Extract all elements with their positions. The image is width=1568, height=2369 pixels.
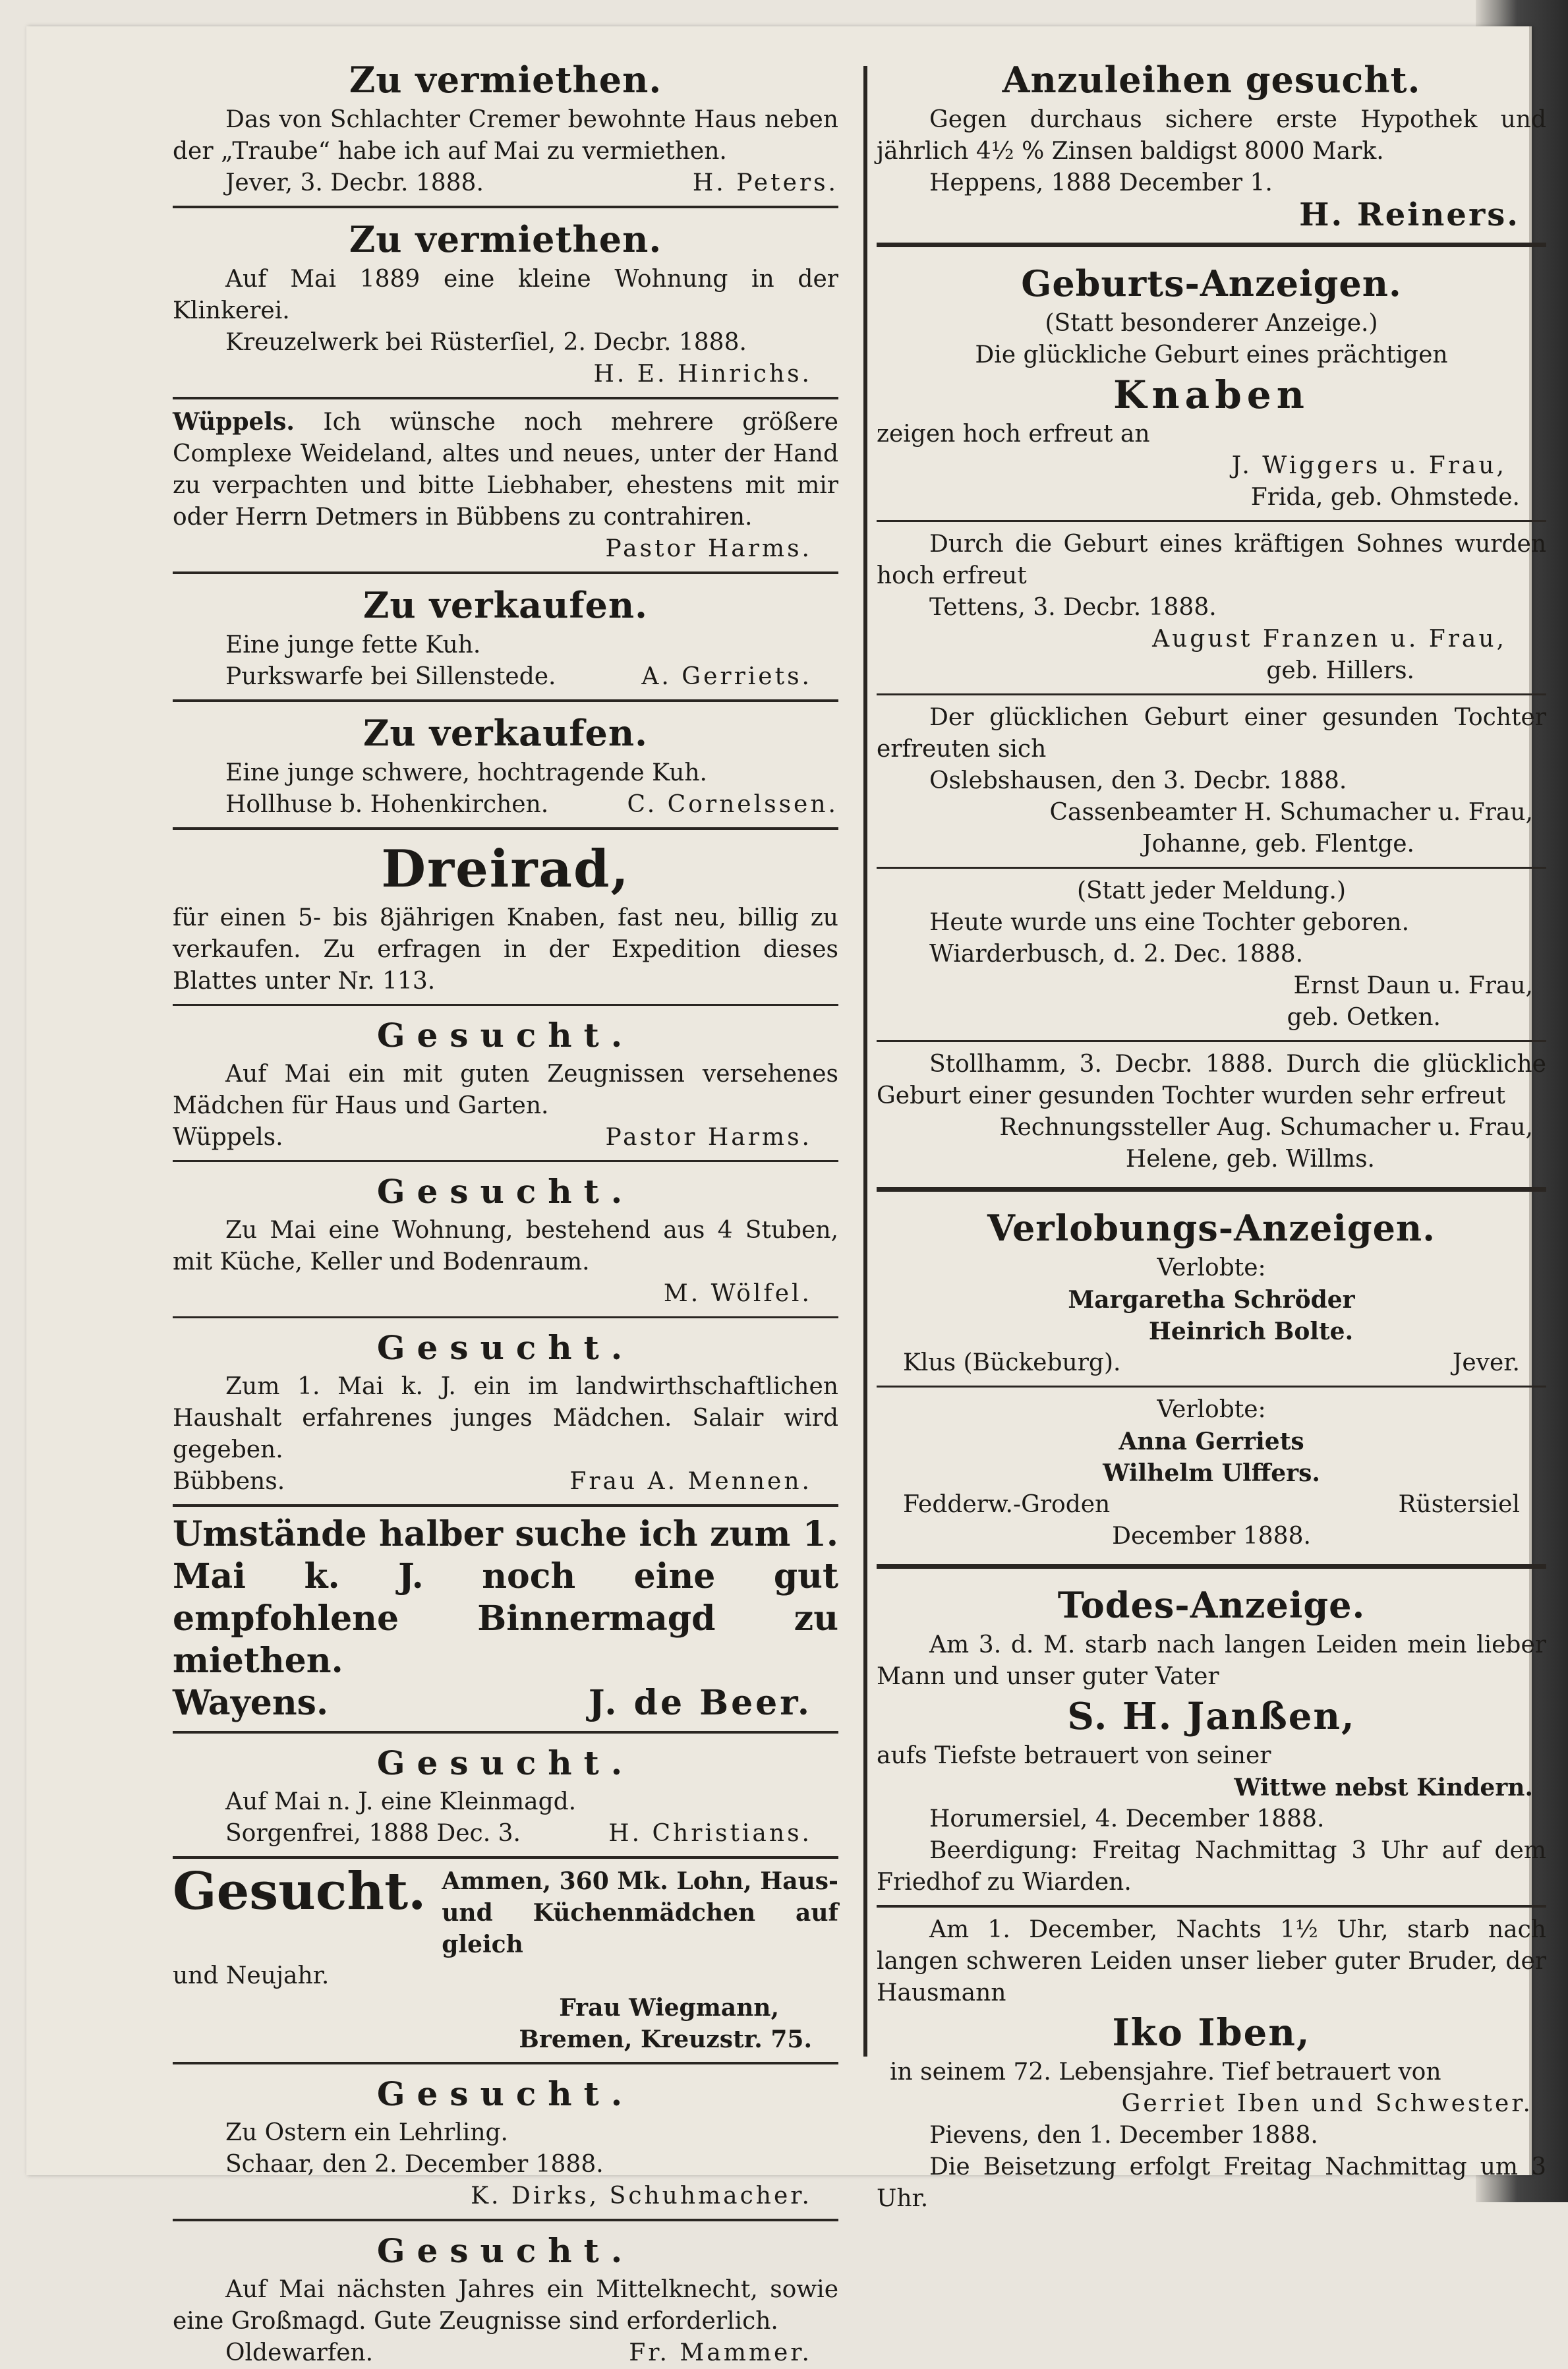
ad-signature: M. Wölfel. — [663, 1280, 812, 1307]
ad-dreirad — [173, 836, 838, 997]
section-title: Todes-Anzeige. — [1057, 1584, 1366, 1626]
ad-gesucht-ammen — [173, 1861, 838, 2055]
ad-text: Die glückliche Geburt eines prächtigen — [975, 341, 1448, 368]
ad-place: Oldewarfen. — [225, 2339, 374, 2366]
ad-title: Zu verkaufen. — [363, 584, 648, 626]
column-divider — [863, 66, 867, 2057]
ad-name: S. H. Janßen, — [1067, 1695, 1356, 1738]
ad-subtitle: (Statt besonderer Anzeige.) — [1045, 310, 1378, 337]
ad-name: Iko Iben, — [1112, 2011, 1311, 2055]
ad-place-left: Klus (Bückeburg). — [903, 1349, 1121, 1376]
ad-signature: Ernst Daun u. Frau, — [1293, 972, 1533, 999]
ad-signature: H. Christians. — [608, 1820, 812, 1847]
ad-zu-verkaufen-1 — [173, 581, 838, 693]
ad-text: Auf Mai nächsten Jahres ein Mittelknecht, sowie eine Großmagd. Gute Zeugnisse sind erforderlich. — [173, 2276, 838, 2335]
right-column — [877, 55, 1546, 2215]
ad-title: Zu vermiethen. — [349, 218, 662, 260]
ad-place: Hollhuse b. Hohenkirchen. — [225, 791, 549, 818]
ad-signature: Pastor Harms. — [605, 535, 812, 562]
ad-name-1: Margaretha Schröder — [1068, 1286, 1355, 1314]
ad-signature: K. Dirks, Schuhmacher. — [471, 2182, 812, 2209]
ad-place: Wiarderbusch, d. 2. Dec. 1888. — [929, 941, 1304, 968]
ad-text: Am 3. d. M. starb nach langen Leiden mein lieber Mann und unser guter Vater — [877, 1631, 1546, 1690]
ad-signature: Wittwe nebst Kindern. — [1234, 1774, 1533, 1801]
ad-geburt-tochter-3 — [877, 1049, 1546, 1175]
ad-place: Purkswarfe bei Sillenstede. — [225, 663, 556, 690]
divider — [173, 2219, 838, 2221]
ad-name-2: Wilhelm Ulffers. — [1103, 1459, 1320, 1487]
ad-title: Dreirad, — [381, 839, 630, 899]
ad-place: Kreuzelwerk bei Rüsterſiel, 2. Decbr. 1888. — [225, 329, 747, 356]
ad-name-2: Heinrich Bolte. — [1148, 1318, 1354, 1345]
ad-text-cont: zeigen hoch erfreut an — [877, 421, 1150, 448]
ad-place-left: Fedderw.-Groden — [903, 1491, 1111, 1518]
ad-gesucht-2 — [173, 1169, 838, 1310]
ad-place: Bübbens. — [173, 1468, 285, 1495]
ad-signature: A. Gerriets. — [641, 663, 812, 690]
ad-gesucht-lehrling — [173, 2071, 838, 2212]
divider — [877, 1040, 1546, 1042]
divider — [173, 1004, 838, 1006]
ad-text: Eine junge schwere, hochtragende Kuh. — [225, 759, 707, 786]
ad-name: Knaben — [1113, 372, 1310, 417]
ad-text: Durch die Geburt eines kräftigen Sohnes wurden hoch erfreut — [877, 531, 1546, 589]
ad-signature: Gerriet Iben und Schwester. — [1121, 2090, 1533, 2117]
ad-gesucht-mittelknecht — [173, 2228, 838, 2369]
ad-text-cont: aufs Tiefste betrauert von seiner — [877, 1742, 1271, 1769]
ad-place: Tettens, 3. Decbr. 1888. — [929, 594, 1217, 621]
ad-text: Der glücklichen Geburt einer gesunden Tochter erfreuten sich — [877, 704, 1546, 763]
ad-signature: Frau A. Mennen. — [569, 1468, 812, 1495]
ad-geburt-sohn — [877, 529, 1546, 687]
divider — [173, 1856, 838, 1859]
ad-gesucht-3 — [173, 1325, 838, 1498]
ad-place: Oslebshausen, den 3. Decbr. 1888. — [929, 767, 1347, 794]
ad-text: Ammen, 360 Mk. Lohn, Haus- und Küchenmädchen auf gleich — [442, 1867, 838, 1958]
ad-signature-address: Bremen, Kreuzstr. 75. — [519, 2026, 812, 2053]
ad-title: Gesucht. — [376, 2231, 635, 2270]
ad-text: Stollhamm, 3. Decbr. 1888. Durch die glückliche Geburt einer gesunden Tochter wurden sehr erfreut — [877, 1051, 1546, 1109]
ad-title: Gesucht. — [173, 1861, 426, 1921]
ad-signature: H. Peters. — [692, 169, 838, 196]
ad-signature: J. de Beer. — [588, 1683, 812, 1723]
divider — [173, 2062, 838, 2064]
ad-title: Gesucht. — [376, 1016, 635, 1055]
ad-label: Verlobte: — [1157, 1396, 1266, 1423]
section-title: Verlobungs-Anzeigen. — [987, 1207, 1436, 1249]
ad-verlobung-1 — [877, 1204, 1546, 1379]
divider — [173, 1504, 838, 1507]
ad-title: Gesucht. — [376, 1328, 635, 1367]
ad-geburt-tochter-1 — [877, 702, 1546, 860]
divider — [173, 827, 838, 830]
ad-text: für einen 5- bis 8jährigen Knaben, fast neu, billig zu verkaufen. Zu erfragen in der Expedition dieses Blattes unter Nr. 113. — [173, 904, 838, 995]
ad-text: Eine junge fette Kuh. — [225, 631, 481, 658]
ad-place: Horumersiel, 4. December 1888. — [929, 1805, 1325, 1832]
divider — [173, 571, 838, 574]
ad-signature-2: geb. Oetken. — [1287, 1004, 1441, 1031]
newspaper-page — [26, 26, 1546, 2366]
ad-title: Gesucht. — [376, 2074, 635, 2113]
divider — [173, 1160, 838, 1162]
ad-text: Auf Mai n. J. eine Kleinmagd. — [225, 1788, 577, 1815]
ad-place: Sorgenfrei, 1888 Dec. 3. — [225, 1820, 521, 1847]
ad-text: Das von Schlachter Cremer bewohnte Haus neben der „Traube“ habe ich auf Mai zu vermiethen. — [173, 106, 838, 165]
ad-signature: H. Reiners. — [1299, 196, 1520, 233]
ad-title: Gesucht. — [376, 1172, 635, 1211]
ad-signature: Cassenbeamter H. Schumacher u. Frau, — [1049, 799, 1533, 826]
divider — [877, 1564, 1546, 1569]
ad-text: Zu Ostern ein Lehrling. — [225, 2119, 508, 2146]
ad-name-1: Anna Gerriets — [1118, 1428, 1304, 1455]
ad-signature: J. Wiggers u. Frau, — [1231, 452, 1507, 479]
ad-binnermagd — [173, 1513, 838, 1724]
ad-anzuleihen — [877, 55, 1546, 231]
divider — [173, 1316, 838, 1318]
ad-signature: Rechnungssteller Aug. Schumacher u. Frau, — [999, 1114, 1533, 1141]
ad-text-cont: und Neujahr. — [173, 1962, 330, 1989]
ad-text: Gegen durchaus sichere erste Hypothek und jährlich 4½ % Zinsen baldigst 8000 Mark. — [877, 106, 1546, 165]
ad-signature-2: Johanne, geb. Flentge. — [1142, 831, 1414, 858]
divider — [877, 1386, 1546, 1388]
divider — [877, 1905, 1546, 1908]
ad-gesucht-kleinmagd — [173, 1740, 838, 1850]
ad-zu-vermiethen-1 — [173, 55, 838, 199]
ad-signature: C. Cornelssen. — [627, 791, 838, 818]
ad-todes-anzeige-1 — [877, 1581, 1546, 1898]
ad-place: Wayens. — [173, 1683, 329, 1723]
ad-zu-verkaufen-2 — [173, 709, 838, 821]
ad-signature: Pastor Harms. — [605, 1124, 812, 1151]
ad-signature: August Franzen u. Frau, — [1152, 626, 1507, 653]
ad-label: Verlobte: — [1157, 1254, 1266, 1281]
ad-place: Schaar, den 2. December 1888. — [225, 2151, 604, 2178]
divider — [173, 206, 838, 208]
ad-signature-2: geb. Hillers. — [1266, 657, 1414, 684]
section-title: Geburts-Anzeigen. — [1021, 262, 1402, 305]
ad-text: Ich wünsche noch mehrere größere Complexe Weideland, altes und neues, unter der Hand zu verpachten und bitte Liebhaber, ehestens mit mir oder Herrn Detmers in Bübbens zu contrahiren. — [173, 409, 838, 531]
ad-text: Am 1. December, Nachts 1½ Uhr, starb nach langen schweren Leiden unser lieber guter Bruder, der Hausmann — [877, 1916, 1546, 2006]
ad-text: Heute wurde uns eine Tochter geboren. — [929, 909, 1410, 936]
divider — [173, 397, 838, 399]
ad-note: Beerdigung: Freitag Nachmittag 3 Uhr auf dem Friedhof zu Wiarden. — [877, 1837, 1546, 1896]
divider — [877, 520, 1546, 522]
ad-text: Zum 1. Mai k. J. ein im landwirthschaftlichen Haushalt erfahrenes junges Mädchen. Salair wird gegeben. — [173, 1373, 838, 1463]
ad-todes-anzeige-2 — [877, 1914, 1546, 2215]
ad-title: Anzuleihen gesucht. — [1002, 59, 1421, 101]
ad-geburts-anzeigen — [877, 259, 1546, 513]
ad-wueppels-weideland — [173, 406, 838, 565]
ad-signature: H. E. Hinrichs. — [593, 361, 812, 388]
ad-title: Gesucht. — [376, 1743, 635, 1782]
ad-signature: Fr. Mammer. — [629, 2339, 812, 2366]
divider — [877, 867, 1546, 869]
ad-lead: Wüppels. — [173, 408, 295, 436]
ad-text: Umstände halber suche ich zum 1. Mai k. J. noch eine gut empfohlene Binnermagd zu miethen. — [173, 1514, 838, 1681]
ad-text: Zu Mai eine Wohnung, bestehend aus 4 Stuben, mit Küche, Keller und Bodenraum. — [173, 1217, 838, 1275]
ad-place: Pievens, den 1. December 1888. — [929, 2122, 1318, 2149]
ad-place-right: Rüstersiel — [1398, 1491, 1520, 1518]
divider — [877, 693, 1546, 695]
divider — [173, 1731, 838, 1734]
ad-date: December 1888. — [1112, 1523, 1311, 1550]
divider — [877, 1187, 1546, 1192]
divider — [877, 243, 1546, 247]
ad-note: Die Beisetzung erfolgt Freitag Nachmittag um 3 Uhr. — [877, 2153, 1546, 2212]
ad-title: Zu verkaufen. — [363, 712, 648, 754]
ad-text-cont: in seinem 72. Lebensjahre. Tief betrauert von — [890, 2059, 1441, 2086]
ad-text: Auf Mai 1889 eine kleine Wohnung in der Klinkerei. — [173, 266, 838, 324]
ad-signature-2: Helene, geb. Willms. — [1125, 1146, 1375, 1173]
ad-subtitle: (Statt jeder Meldung.) — [1076, 877, 1347, 904]
left-column — [173, 55, 838, 2369]
ad-text: Auf Mai ein mit guten Zeugnissen versehenes Mädchen für Haus und Garten. — [173, 1061, 838, 1119]
ad-zu-vermiethen-2 — [173, 215, 838, 390]
ad-place: Jever, 3. Decbr. 1888. — [225, 169, 484, 196]
ad-geburt-tochter-2 — [877, 875, 1546, 1034]
ad-place: Wüppels. — [173, 1124, 283, 1151]
ad-gesucht-1 — [173, 1012, 838, 1154]
ad-place: Heppens, 1888 December 1. — [929, 169, 1273, 196]
ad-signature-2: Frida, geb. Ohmstede. — [1250, 484, 1520, 511]
ad-verlobung-2 — [877, 1394, 1546, 1552]
ad-title: Zu vermiethen. — [349, 59, 662, 101]
divider — [173, 699, 838, 702]
ad-place-right: Jever. — [1452, 1349, 1520, 1376]
ad-signature: Frau Wiegmann, — [559, 1994, 779, 2022]
